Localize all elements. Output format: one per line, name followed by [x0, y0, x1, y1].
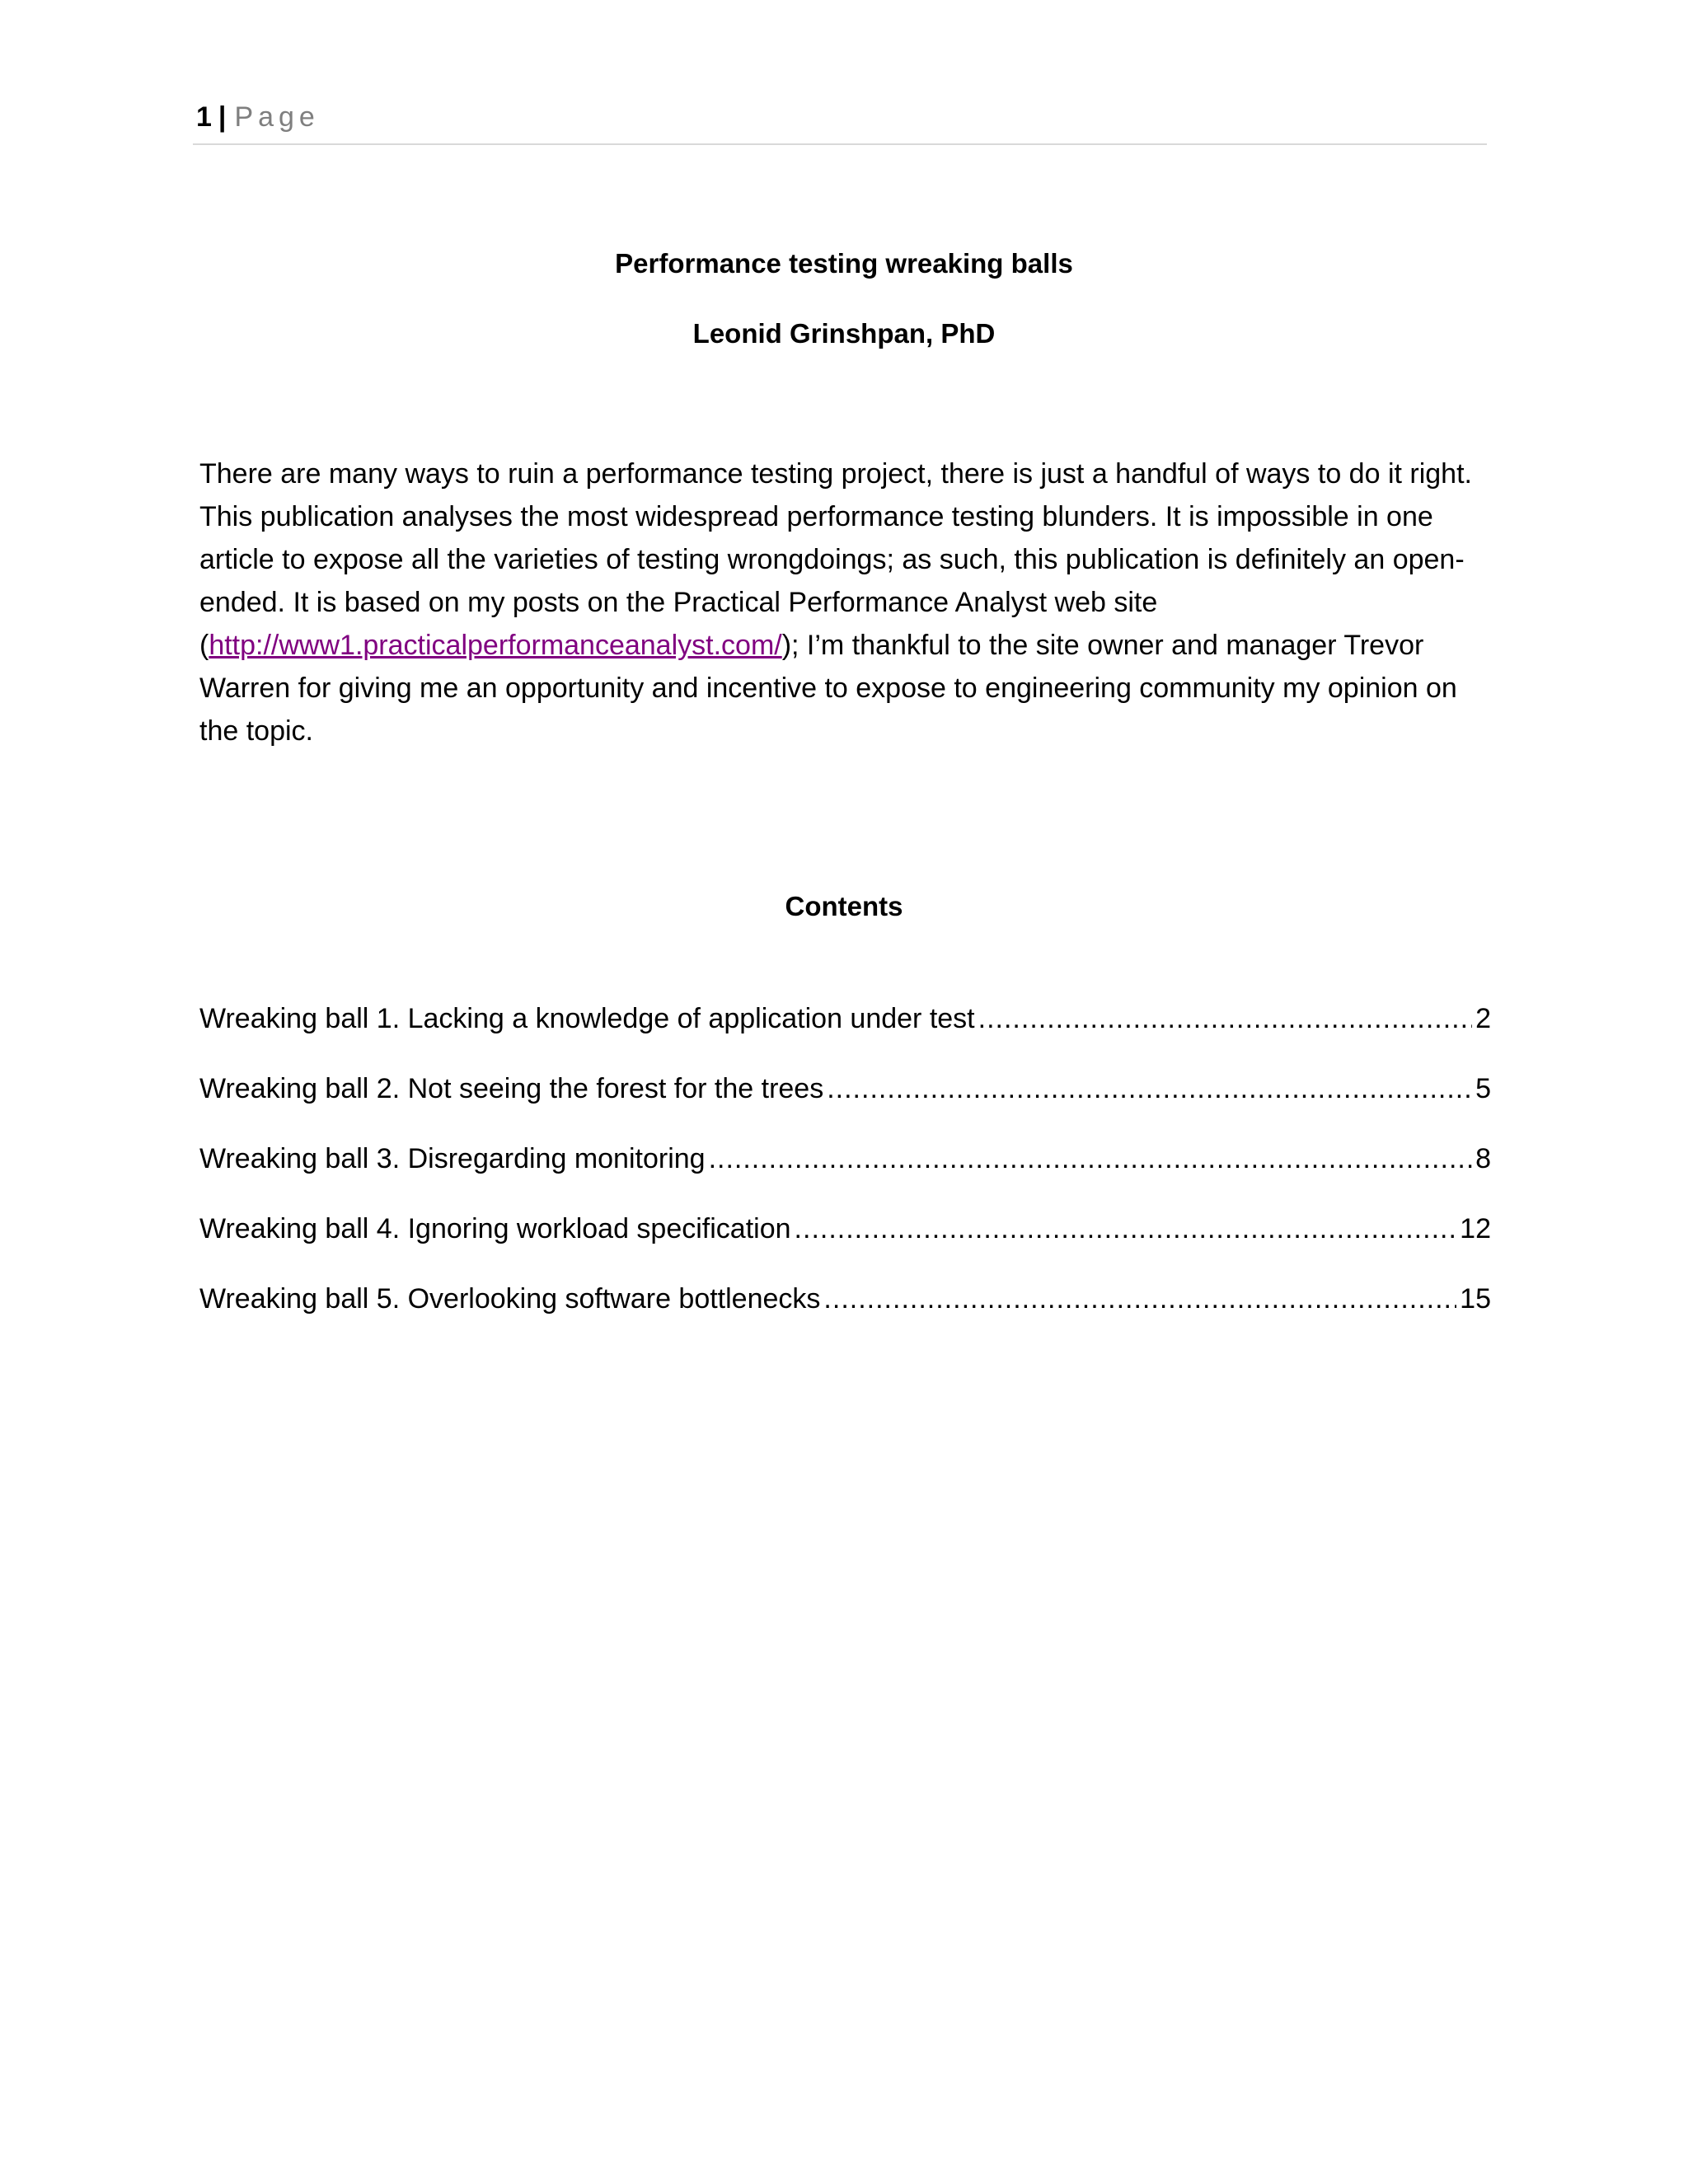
toc-dot-leader: [823, 1281, 1456, 1317]
toc-dot-leader: [709, 1141, 1473, 1177]
document-author: Leonid Grinshpan, PhD: [692, 318, 996, 349]
toc-entry-title: Wreaking ball 3. Disregarding monitoring: [199, 1143, 706, 1174]
abstract-line: Warren for giving me an opportunity and incentive to expose to engineering community my opinion on: [199, 673, 1457, 704]
header-page-label: Page: [234, 101, 320, 133]
toc-entry-page: 5: [1475, 1073, 1491, 1104]
toc-entry-3[interactable]: [199, 1141, 1491, 1211]
header-divider: [193, 143, 1487, 145]
abstract-line-rest: ); I’m thankful to the site owner and manager Trevor: [781, 630, 1424, 661]
abstract-line: article to expose all the varieties of testing wrongdoings; as such, this publication is definitely an open-: [199, 544, 1465, 575]
toc-entry-page: 8: [1475, 1143, 1491, 1174]
toc-entry-page: 12: [1460, 1213, 1491, 1244]
header-page-number: 1: [196, 101, 212, 133]
toc-entry-page: 15: [1460, 1283, 1491, 1315]
abstract-line: ended. It is based on my posts on the Practical Performance Analyst web site: [199, 587, 1158, 618]
toc-entry-1[interactable]: [199, 1001, 1491, 1071]
abstract-line: This publication analyses the most widespread performance testing blunders. It is impossible in one: [199, 501, 1433, 532]
toc-entry-title: Wreaking ball 4. Ignoring workload specification: [199, 1213, 791, 1244]
toc-dot-leader: [978, 1001, 1472, 1037]
abstract-line: the topic.: [199, 715, 313, 747]
abstract-line-with-link: [199, 624, 1502, 667]
abstract-paragraph: [199, 452, 1502, 752]
toc-entry-title: Wreaking ball 5. Overlooking software bottlenecks: [199, 1283, 821, 1315]
toc-entry-4[interactable]: [199, 1211, 1491, 1281]
document-title: Performance testing wreaking balls: [615, 248, 1073, 279]
toc-dot-leader: [827, 1071, 1472, 1107]
open-paren: (: [199, 630, 209, 661]
page-header: [196, 99, 320, 135]
toc-entry-page: 2: [1475, 1003, 1491, 1034]
abstract-line: There are many ways to ruin a performance testing project, there is just a handful of ways to do it right.: [199, 458, 1472, 490]
header-separator: |: [218, 101, 227, 133]
toc-entry-title: Wreaking ball 2. Not seeing the forest for the trees: [199, 1073, 824, 1104]
toc-entry-title: Wreaking ball 1. Lacking a knowledge of application under test: [199, 1003, 975, 1034]
toc-dot-leader: [795, 1211, 1457, 1247]
contents-heading: Contents: [785, 891, 903, 921]
toc-entry-5[interactable]: [199, 1281, 1491, 1351]
table-of-contents: [199, 1001, 1491, 1351]
website-link[interactable]: http://www1.practicalperformanceanalyst.com/: [209, 630, 782, 661]
toc-entry-2[interactable]: [199, 1071, 1491, 1141]
